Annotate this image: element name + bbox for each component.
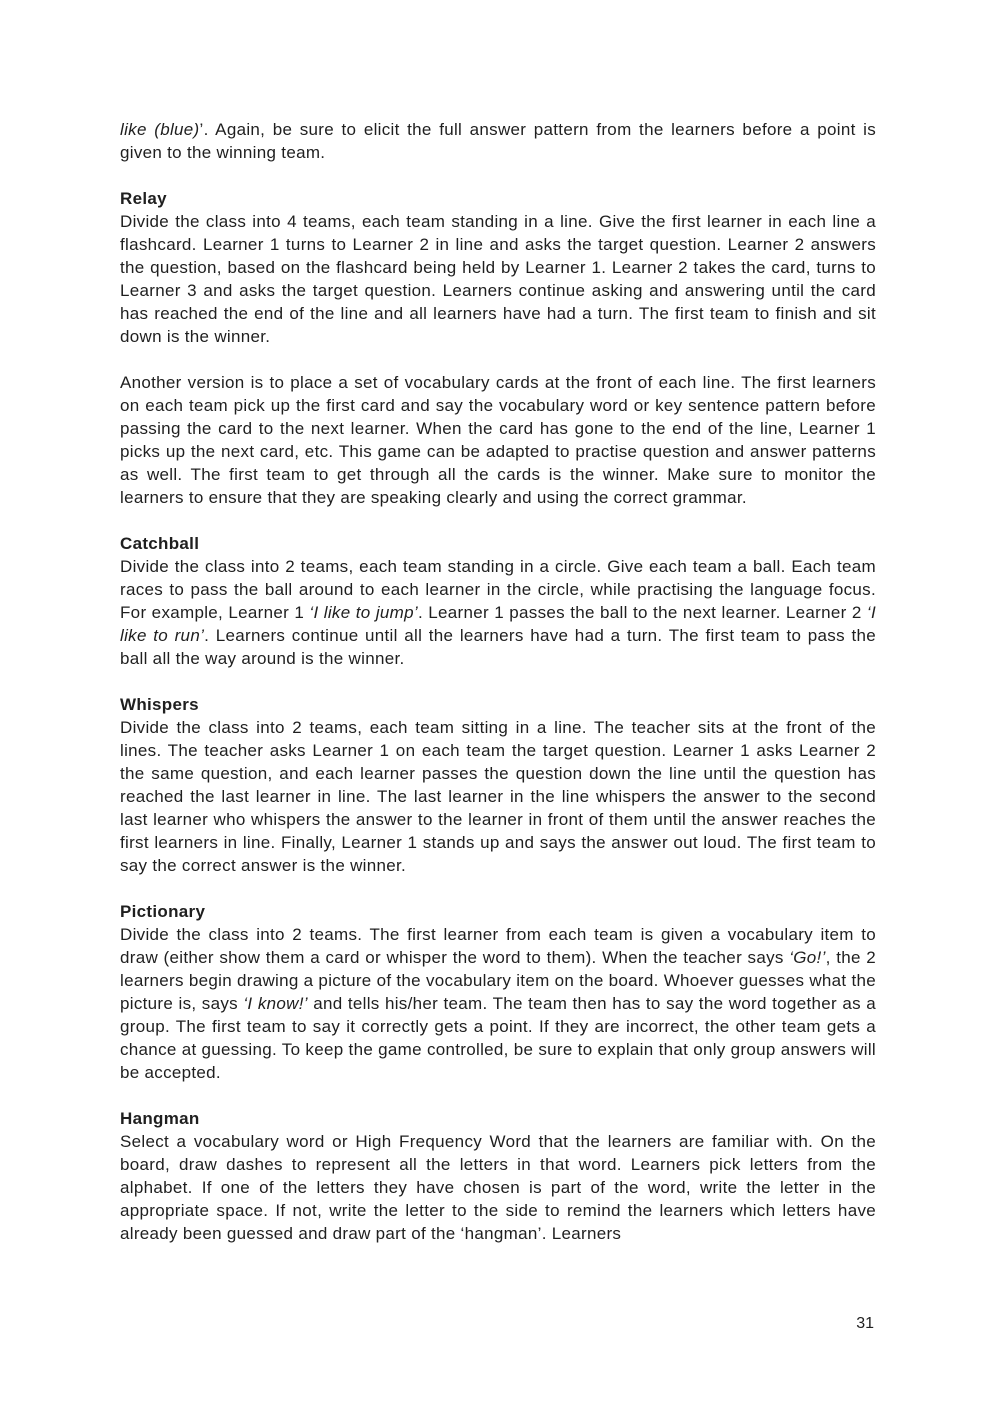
page-content [120, 118, 876, 1268]
section-hangman [120, 1107, 876, 1245]
paragraph: Select a vocabulary word or High Frequency Word that the learners are familiar with. On the board, draw dashes to represent all the letters in that word. Learners pick letters from the alphabet. If one of the letters they have chosen is part of the word, write the letter in the appropriate space. If not, write the letter to the side to remind the learners which letters have already been guessed and draw part of the ‘hangman’. Learners [120, 1132, 876, 1243]
paragraph: Divide the class into 2 teams, each team sitting in a line. The teacher sits at the front of the lines. The teacher asks Learner 1 on each team the target question. Learner 1 asks Learner 2 the same question, and each learner passes the question down the line until the question has reached the last learner in line. The last learner in the line whispers the answer to the second last learner who whispers the answer to the learner in front of them until the answer reaches the first learners in line. Finally, Learner 1 stands up and says the answer out loud. The first team to say the correct answer is the winner. [120, 718, 876, 875]
section-relay [120, 187, 876, 509]
section-heading-relay: Relay [120, 189, 167, 208]
section-heading-catchball: Catchball [120, 534, 200, 553]
page-number: 31 [856, 1315, 874, 1332]
paragraph: Another version is to place a set of vocabulary cards at the front of each line. The first learners on each team pick up the first card and say the vocabulary word or key sentence pattern before passing the card to the next learner. When the card has gone to the end of the line, Learner 1 picks up the next card, etc. This game can be adapted to practise question and answer patterns as well. The first team to get through all the cards is the winner. Make sure to monitor the learners to ensure that they are speaking clearly and using the correct grammar. [120, 373, 876, 507]
intro-paragraph: like (blue)’. Again, be sure to elicit the full answer pattern from the learners before a point is given to the winning team. [120, 120, 876, 162]
section-heading-hangman: Hangman [120, 1109, 200, 1128]
paragraph: Divide the class into 4 teams, each team standing in a line. Give the first learner in each line a flashcard. Learner 1 turns to Learner 2 in line and asks the target question. Learner 2 answers the question, based on the flashcard being held by Learner 1. Learner 2 takes the card, turns to Learner 3 and asks the target question. Learners continue asking and answering until the card has reached the end of the line and all learners have had a turn. The first team to finish and sit down is the winner. [120, 212, 876, 346]
paragraph: Divide the class into 2 teams, each team standing in a circle. Give each team a ball. Each team races to pass the ball around to each learner in the circle, while practising the language focus. For example, Learner 1 ‘I like to jump’. Learner 1 passes the ball to the next learner. Learner 2 ‘I like to run’. Learners continue until all the learners have had a turn. The first team to pass the ball all the way around is the winner. [120, 557, 877, 668]
paragraph: Divide the class into 2 teams. The first learner from each team is given a vocabulary item to draw (either show them a card or whisper the word to them). When the teacher says ‘Go!’, the 2 learners begin drawing a picture of the vocabulary item on the board. Whoever guesses what the picture is, says ‘I know!’ and tells his/her team. The team then has to say the word together as a group. The first team to say it correctly gets a point. If they are incorrect, the other team gets a chance at guessing. To keep the game controlled, be sure to explain that only group answers will be accepted. [120, 925, 877, 1082]
section-heading-whispers: Whispers [120, 695, 199, 714]
section-heading-pictionary: Pictionary [120, 902, 206, 921]
section-catchball [120, 532, 876, 670]
section-pictionary [120, 900, 876, 1084]
section-whispers [120, 693, 876, 877]
